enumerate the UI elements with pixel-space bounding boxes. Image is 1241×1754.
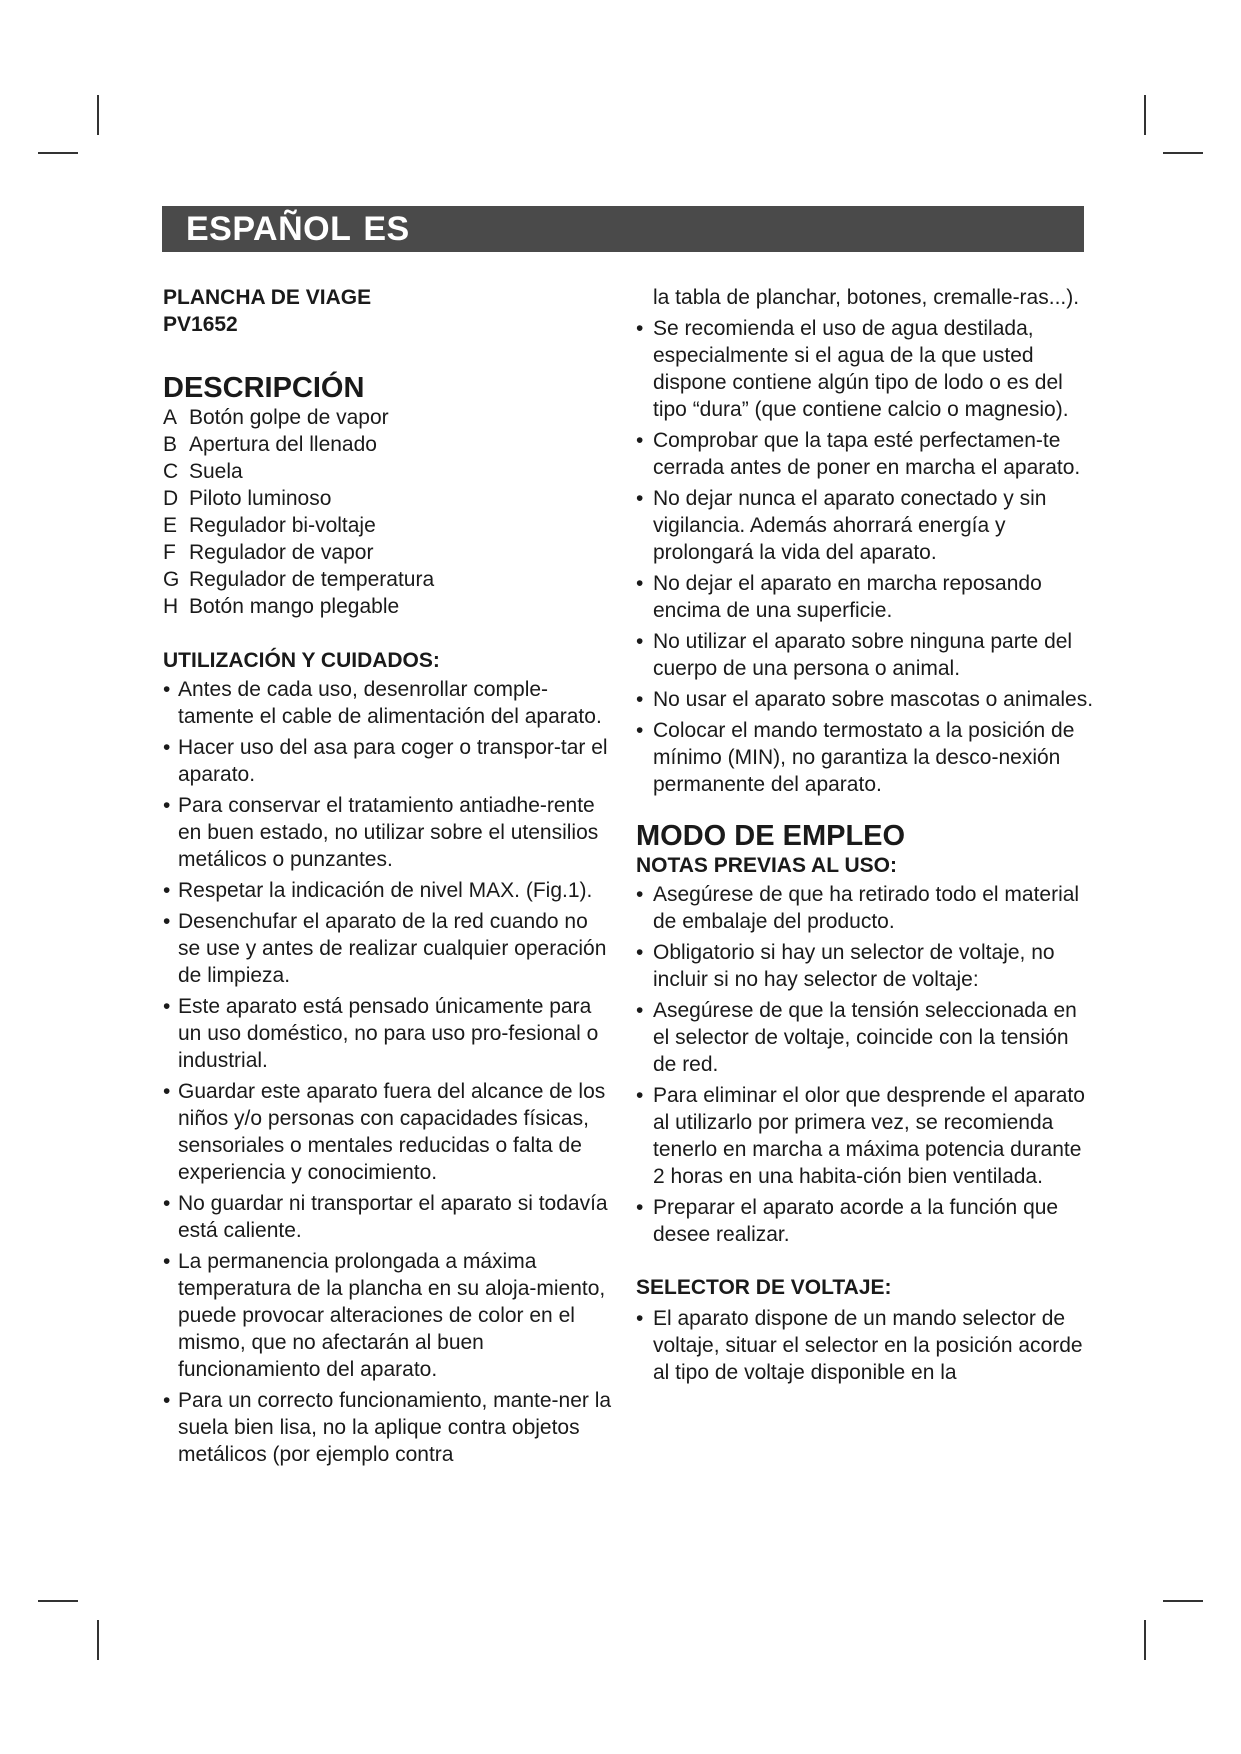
list-item: • Comprobar que la tapa esté perfectamen-te cerrada antes de poner en marcha el aparato. bbox=[636, 427, 1096, 481]
list-item: • Respetar la indicación de nivel MAX. (Fig.1). bbox=[163, 877, 613, 904]
usage-title: UTILIZACIÓN Y CUIDADOS: bbox=[163, 649, 440, 672]
usage-list-right bbox=[636, 315, 1096, 798]
list-item: • Antes de cada uso, desenrollar comple-tamente el cable de alimentación del aparato. bbox=[163, 676, 613, 730]
language-label: ESPAÑOL bbox=[186, 210, 352, 248]
list-item: • No utilizar el aparato sobre ninguna parte del cuerpo de una persona o animal. bbox=[636, 628, 1096, 682]
voltage-title: SELECTOR DE VOLTAJE: bbox=[636, 1276, 892, 1299]
list-item: • No usar el aparato sobre mascotas o animales. bbox=[636, 686, 1096, 713]
crop-mark bbox=[1163, 152, 1203, 154]
product-name: PLANCHA DE VIAGE bbox=[163, 286, 372, 309]
list-item: H Botón mango plegable bbox=[163, 595, 400, 618]
list-item: B Apertura del llenado bbox=[163, 433, 377, 456]
list-item: • Para conservar el tratamiento antiadhe-rente en buen estado, no utilizar sobre el utensilios metálicos o punzantes. bbox=[163, 792, 613, 873]
list-item: • Hacer uso del asa para coger o transpor-tar el aparato. bbox=[163, 734, 613, 788]
mode-subtitle: NOTAS PREVIAS AL USO: bbox=[636, 854, 897, 877]
mode-list bbox=[636, 881, 1096, 1248]
list-item: • No dejar el aparato en marcha reposando encima de una superficie. bbox=[636, 570, 1096, 624]
product-model: PV1652 bbox=[163, 313, 238, 336]
list-item: • Para un correcto funcionamiento, mante-ner la suela bien lisa, no la aplique contra objetos metálicos (por ejemplo contra bbox=[163, 1387, 613, 1468]
right-column bbox=[636, 284, 1096, 1390]
language-header bbox=[162, 206, 1084, 252]
list-item: • Este aparato está pensado únicamente para un uso doméstico, no para uso pro-fesional o industrial. bbox=[163, 993, 613, 1074]
list-item: • Para eliminar el olor que desprende el aparato al utilizarlo por primera vez, se recomienda tenerlo en marcha a máxima potencia durante 2 horas en una habita-ción bien ventilada. bbox=[636, 1082, 1096, 1190]
list-item: • Guardar este aparato fuera del alcance de los niños y/o personas con capacidades físicas, sensoriales o mentales reducidas o falta de experiencia y conocimiento. bbox=[163, 1078, 613, 1186]
description-title: DESCRIPCIÓN bbox=[163, 372, 365, 404]
crop-mark bbox=[1144, 95, 1146, 135]
list-item: A Botón golpe de vapor bbox=[163, 406, 389, 429]
crop-mark bbox=[38, 1600, 78, 1602]
crop-mark bbox=[1144, 1620, 1146, 1660]
list-item: • Obligatorio si hay un selector de voltaje, no incluir si no hay selector de voltaje: bbox=[636, 939, 1096, 993]
list-item: • Asegúrese de que la tensión seleccionada en el selector de voltaje, coincide con la tensión de red. bbox=[636, 997, 1096, 1078]
crop-mark bbox=[38, 152, 78, 154]
list-item: • El aparato dispone de un mando selector de voltaje, situar el selector en la posición acorde al tipo de voltaje disponible en la bbox=[636, 1305, 1096, 1386]
list-item: • Preparar el aparato acorde a la función que desee realizar. bbox=[636, 1194, 1096, 1248]
list-item-continuation: la tabla de planchar, botones, cremalle-ras...). bbox=[653, 286, 1080, 309]
left-column bbox=[163, 284, 613, 1472]
language-code: ES bbox=[363, 210, 410, 248]
list-item: • Colocar el mando termostato a la posición de mínimo (MIN), no garantiza la desco-nexión permanente del aparato. bbox=[636, 717, 1096, 798]
list-item: G Regulador de temperatura bbox=[163, 568, 435, 591]
usage-list-left bbox=[163, 676, 613, 1468]
voltage-list bbox=[636, 1305, 1096, 1386]
list-item: • Asegúrese de que ha retirado todo el material de embalaje del producto. bbox=[636, 881, 1096, 935]
crop-mark bbox=[97, 1620, 99, 1660]
list-item: F Regulador de vapor bbox=[163, 541, 374, 564]
list-item: C Suela bbox=[163, 460, 243, 483]
list-item: D Piloto luminoso bbox=[163, 487, 332, 510]
crop-mark bbox=[97, 95, 99, 135]
list-item: • No dejar nunca el aparato conectado y sin vigilancia. Además ahorrará energía y prolongará la vida del aparato. bbox=[636, 485, 1096, 566]
crop-mark bbox=[1163, 1600, 1203, 1602]
list-item: • Se recomienda el uso de agua destilada, especialmente si el agua de la que usted dispone contiene algún tipo de lodo o es del tipo “dura” (que contiene calcio o magnesio). bbox=[636, 315, 1096, 423]
list-item: • Desenchufar el aparato de la red cuando no se use y antes de realizar cualquier operación de limpieza. bbox=[163, 908, 613, 989]
list-item: E Regulador bi-voltaje bbox=[163, 514, 376, 537]
mode-title: MODO DE EMPLEO bbox=[636, 820, 906, 852]
description-list bbox=[163, 404, 613, 620]
list-item: • No guardar ni transportar el aparato si todavía está caliente. bbox=[163, 1190, 613, 1244]
list-item: • La permanencia prolongada a máxima temperatura de la plancha en su aloja-miento, puede provocar alteraciones de color en el mismo, que no afectarán al buen funcionamiento del aparato. bbox=[163, 1248, 613, 1383]
